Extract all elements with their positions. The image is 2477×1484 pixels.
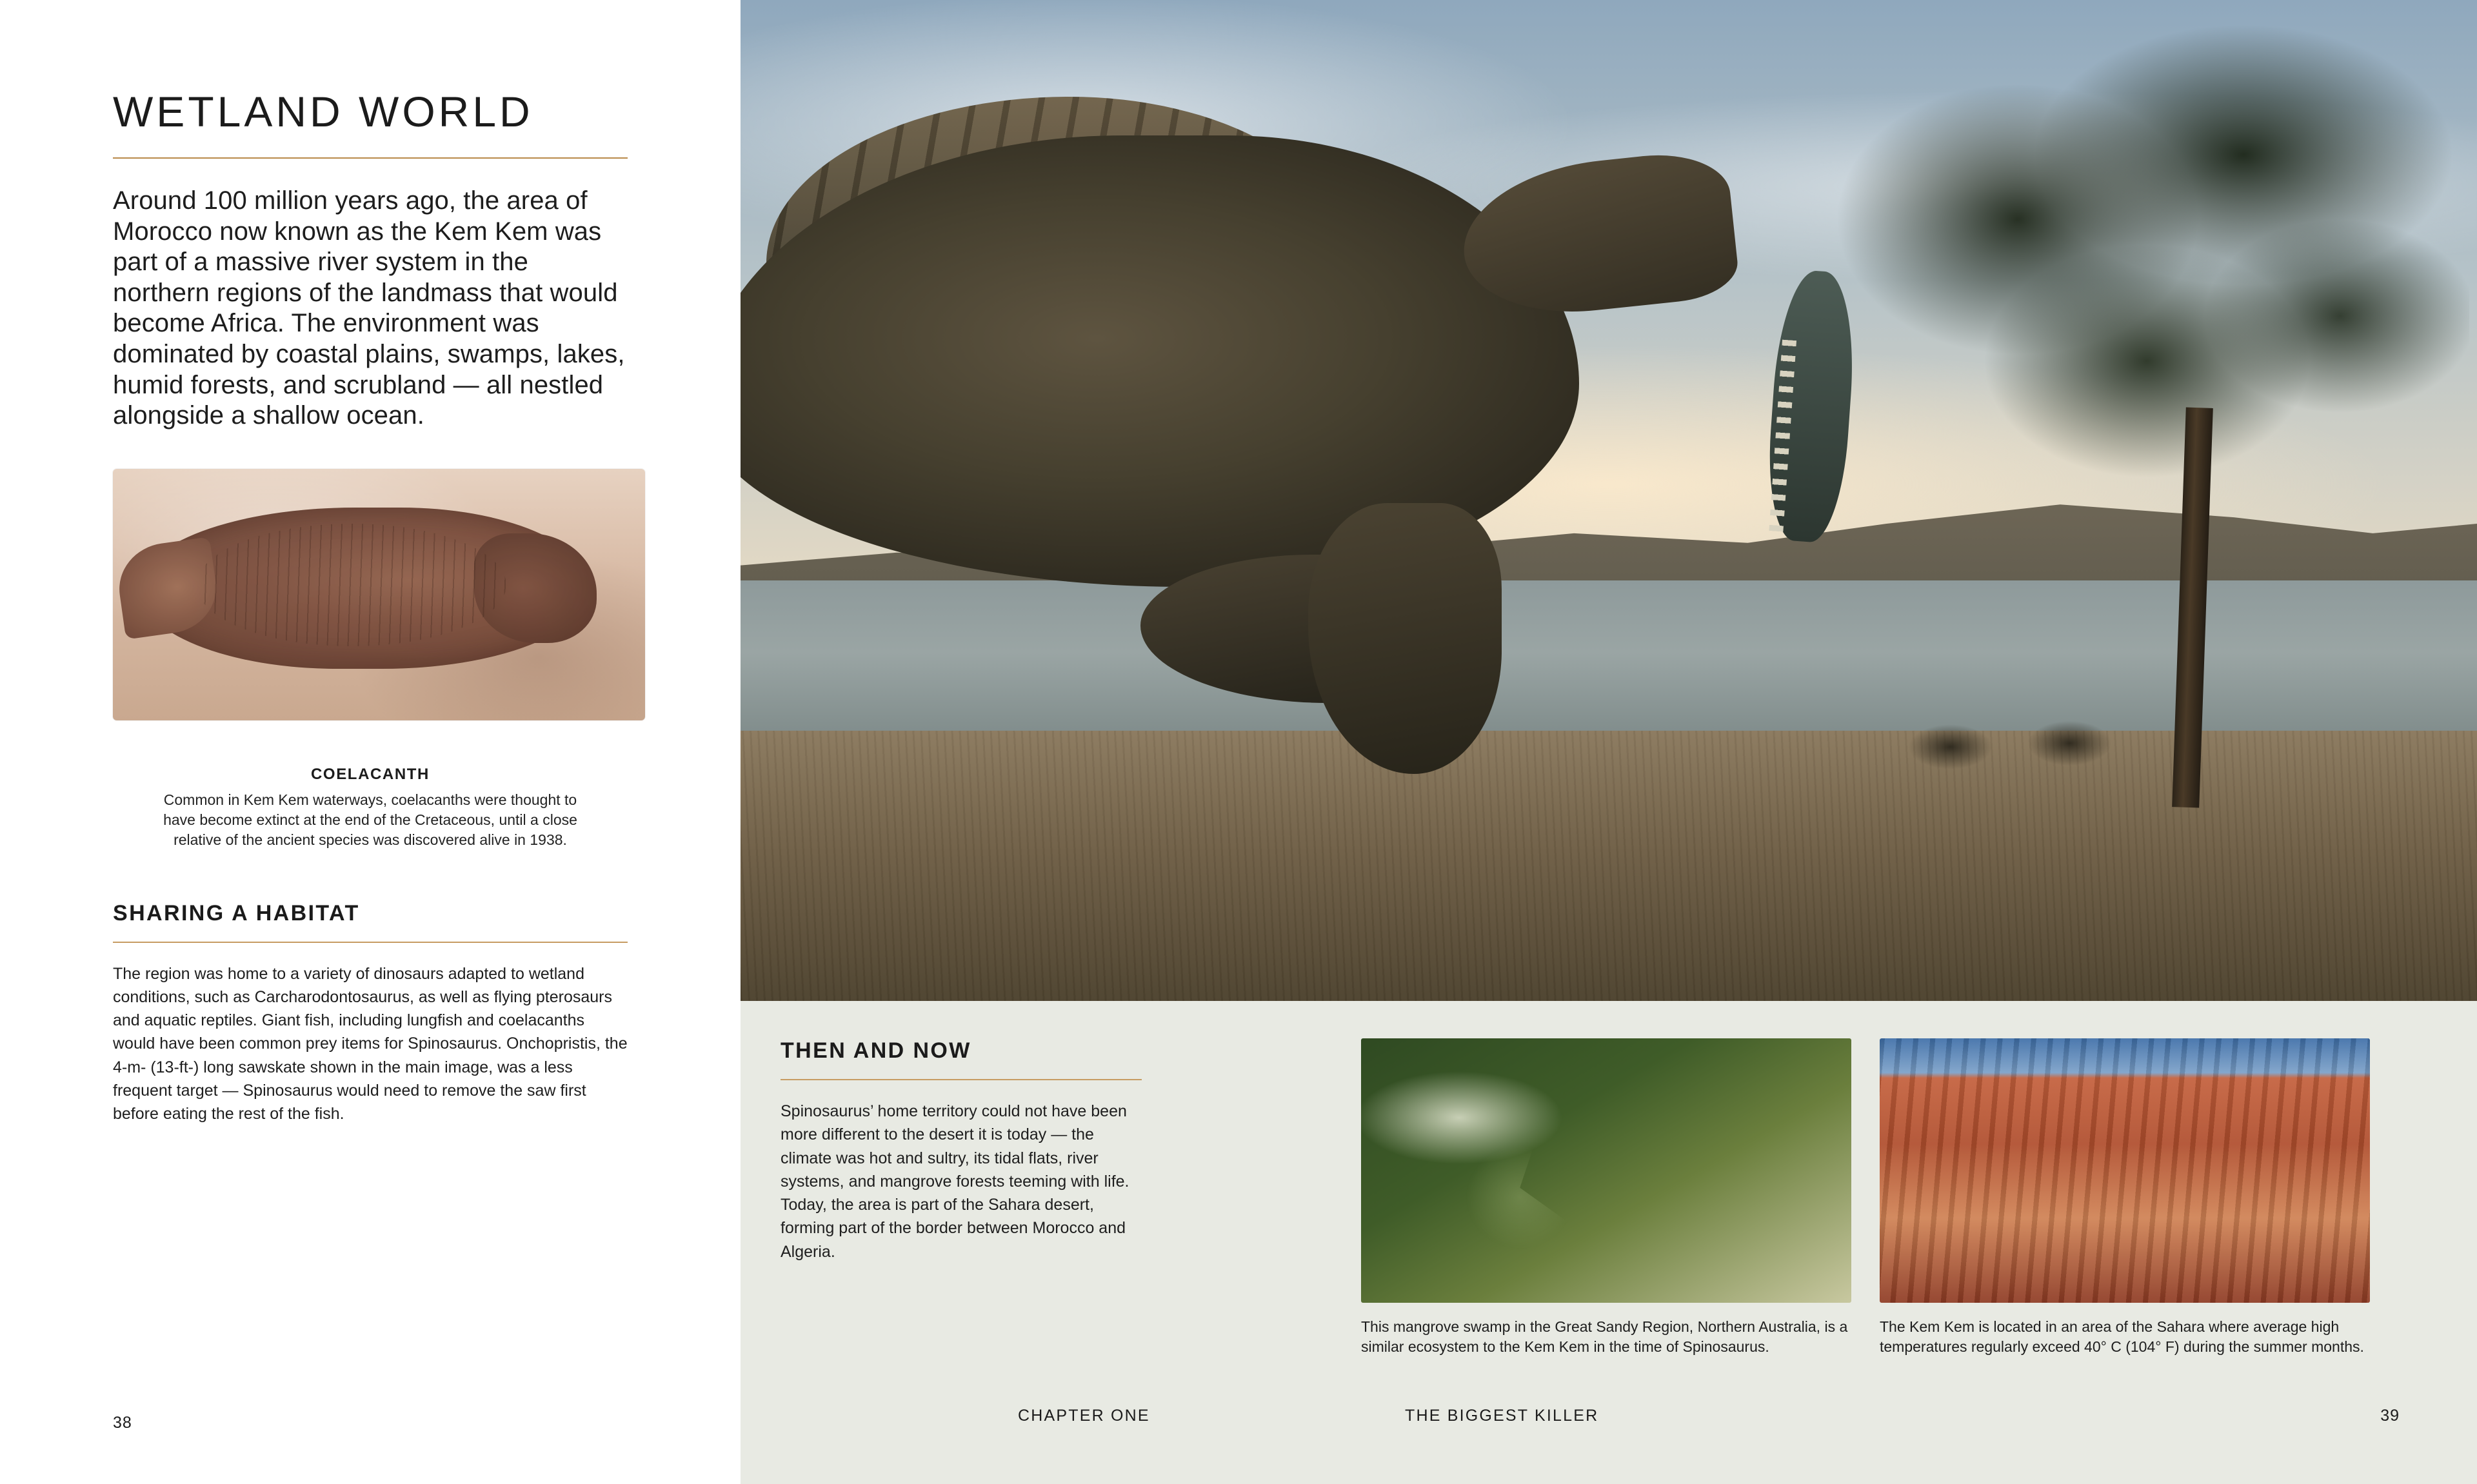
coelacanth-fossil-image	[113, 469, 645, 720]
title-divider	[113, 157, 628, 159]
hero-image-spinosaurus	[741, 0, 2477, 1001]
photo-block-mangrove	[1361, 1038, 1851, 1357]
fossil-rib-detail	[197, 524, 506, 646]
mangrove-swamp-caption: This mangrove swamp in the Great Sandy Region, Northern Australia, is a similar ecosystem to the Kem Kem in the time of Spinosaurus.	[1361, 1318, 1848, 1356]
coelacanth-figure	[113, 469, 628, 851]
folio-right: 39	[2380, 1407, 2400, 1425]
intro-paragraph: Around 100 million years ago, the area of Morocco now known as the Kem Kem was part of a massive river system in the northern regions of the landmass that would become Africa. The environment was dominated by coastal plains, swamps, lakes, humid forests, and scrubland — all nestled alongside a shallow ocean.	[113, 186, 625, 430]
sahara-canyon-caption: The Kem Kem is located in an area of the Sahara where average high temperatures regularly exceed 40° C (104° F) during the summer months.	[1880, 1318, 2364, 1356]
page-footer	[741, 1407, 2477, 1432]
then-and-now-heading: THEN AND NOW	[781, 1038, 971, 1063]
footer-chapter-label: CHAPTER ONE	[1018, 1407, 1150, 1425]
left-page	[0, 0, 741, 1484]
section-body-text: The region was home to a variety of dinosaurs adapted to wetland conditions, such as Carcharodontosaurus, as well as flying pterosaurs and aquatic reptiles. Giant fish, including lungfish and coelacanths would have been common prey items for Spinosaurus. Onchopristis, the 4-m- (13-ft-) long sawskate shown in the main image, was a less frequent target — Spinosaurus would need to remove the saw first before eating the rest of the fish.	[113, 964, 628, 1123]
figure-caption-body: Common in Kem Kem waterways, coelacanths were thought to have become extinct at the end of the Cretaceous, until a close relative of the ancient species was discovered alive in 1938.	[163, 791, 577, 849]
page-title: WETLAND WORLD	[113, 88, 533, 135]
hero-tree-canopy	[1824, 0, 2469, 606]
photo-block-canyon	[1880, 1038, 2370, 1357]
photo-row	[1361, 1038, 2370, 1357]
right-page	[741, 0, 2477, 1484]
then-and-now-body: Spinosaurus’ home territory could not have been more different to the desert it is today — the climate was hot and sultry, its tidal flats, river systems, and mangrove forests teeming with life. Today, the area is part of the Sahara desert, forming part of the border between Morocco and Algeria.	[781, 1102, 1129, 1261]
section-subheading: SHARING A HABITAT	[113, 900, 360, 925]
footer-section-label: THE BIGGEST KILLER	[1405, 1407, 1599, 1425]
sahara-canyon-image	[1880, 1038, 2370, 1303]
then-and-now-divider	[781, 1079, 1142, 1080]
figure-caption-title: COELACANTH	[311, 765, 430, 783]
subheading-divider	[113, 942, 628, 943]
background-dinosaurs	[1902, 704, 2173, 775]
folio-left: 38	[113, 1414, 132, 1432]
then-and-now-column	[781, 1038, 1142, 1357]
mangrove-swamp-image	[1361, 1038, 1851, 1303]
lower-content-row	[741, 1001, 2477, 1357]
hero-shoreline	[741, 731, 2477, 1001]
